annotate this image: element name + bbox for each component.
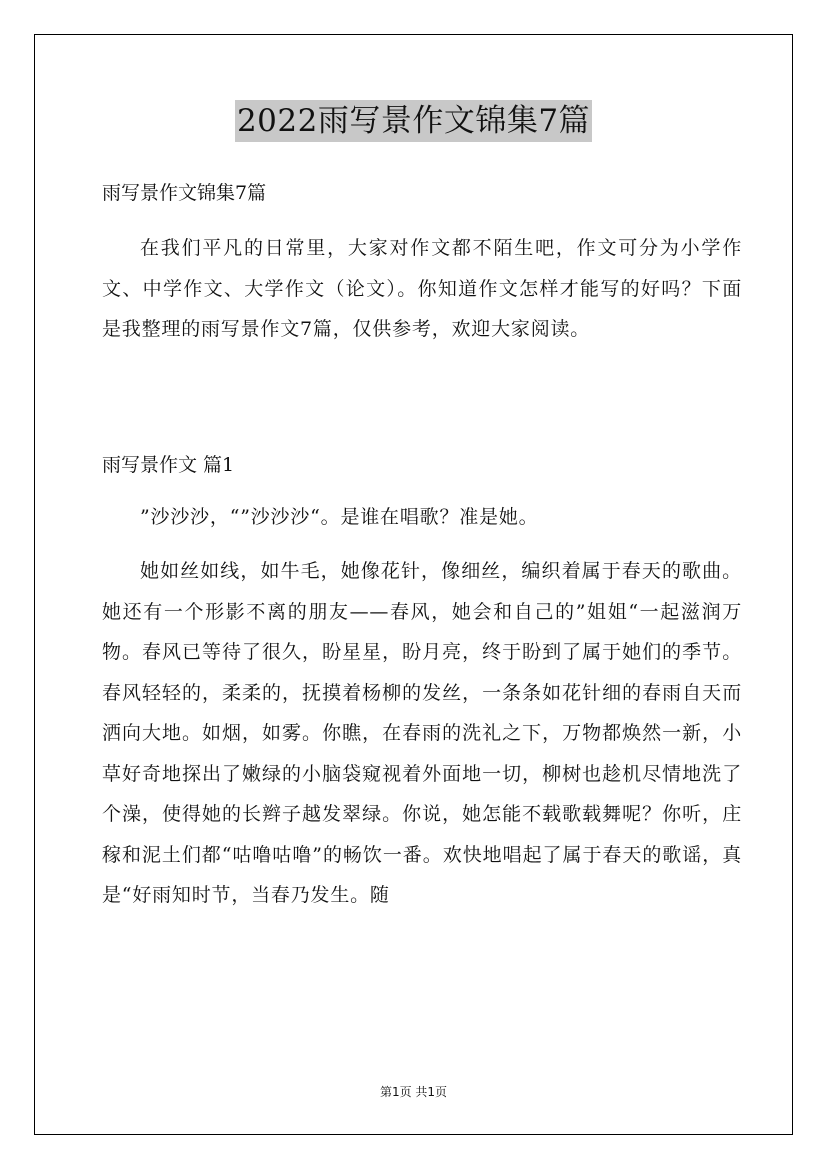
document-title xyxy=(0,100,827,142)
section-heading: 雨写景作文 篇1 xyxy=(102,454,235,476)
body-paragraph-2: 她如丝如线，如牛毛，她像花针，像细丝，编织着属于春天的歌曲。她还有一个形影不离的朋友——春风，她会和自己的”姐姐“一起滋润万物。春风已等待了很久，盼星星，盼月亮，终于盼到了属于她们的季节。春风轻轻的，柔柔的，抚摸着杨柳的发丝，一条条如花针细的春雨自天而洒向大地。如烟，如雾。你瞧，在春雨的洗礼之下，万物都焕然一新，小草好奇地探出了嫩绿的小脑袋窥视着外面地一切，柳树也趁机尽情地洗了个澡，使得她的长辫子越发翠绿。你说，她怎能不载歌载舞呢？你听，庄稼和泥土们都“咕噜咕噜”的畅饮一番。欢快地唱起了属于春天的歌谣，真是“好雨知时节，当春乃发生。随 xyxy=(102,560,742,906)
intro-paragraph: 在我们平凡的日常里，大家对作文都不陌生吧，作文可分为小学作文、中学作文、大学作文（论文）。你知道作文怎样才能写的好吗？下面是我整理的雨写景作文7篇，仅供参考，欢迎大家阅读。 xyxy=(102,237,742,340)
document-subtitle: 雨写景作文锦集7篇 xyxy=(102,182,267,204)
body-paragraph-1: ”沙沙沙，“”沙沙沙“。是谁在唱歌？准是她。 xyxy=(140,506,539,528)
document-title-text: 2022雨写景作文锦集7篇 xyxy=(235,100,592,142)
page-footer: 第1页 共1页 xyxy=(379,1085,448,1099)
